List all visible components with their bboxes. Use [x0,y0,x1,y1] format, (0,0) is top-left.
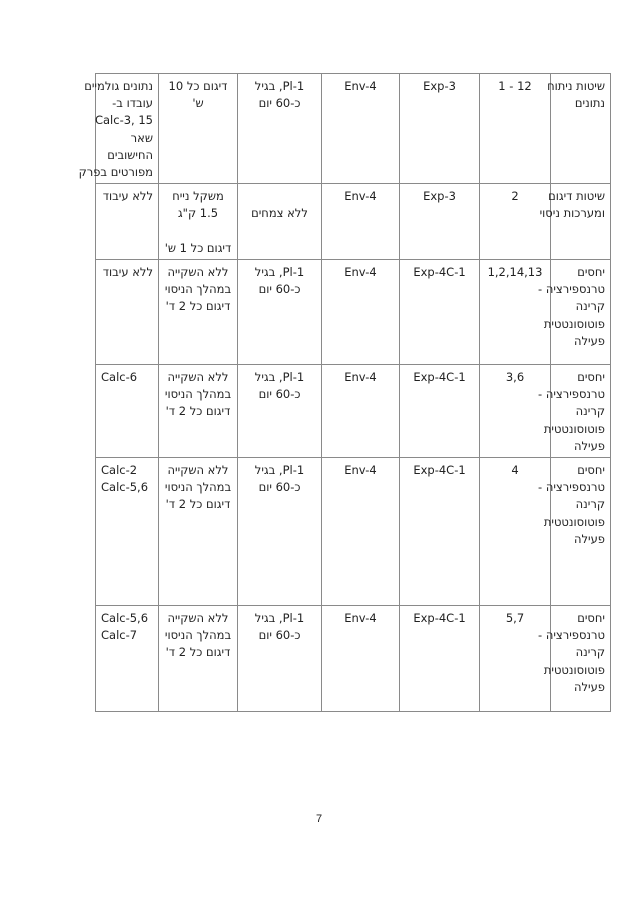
cell-line: Calc-2 [101,463,138,478]
chapter-cell [480,606,551,712]
cell-line: פעילה [573,531,605,546]
method-cell [538,458,611,606]
cell-line: קרינה [575,645,605,660]
cell-line: 3,6 [505,370,525,385]
cell-line: Exp-3 [423,79,456,93]
cell-line: Env-4 [344,265,377,280]
cell-line: כ-60 יום [258,628,301,643]
processing-cell [96,184,159,260]
environment-cell [322,365,400,458]
table-row [96,458,611,606]
cell-line: Exp-4C-1 [413,463,466,478]
cell-line: Calc-6 [101,370,138,385]
cell-line: 2 [511,189,519,204]
cell-line: פוטוסונטטית [543,316,605,331]
cell-line: ללא השקייה [167,463,229,478]
experiment-cell [400,606,480,712]
plant-cell [238,260,322,365]
cell-line: פוטוסונטטית [543,514,605,529]
cell-line: יחסים [577,611,605,626]
cell-line: Pl-1, בגיל [254,370,305,385]
sampling-cell [159,458,238,606]
processing-cell [96,365,159,458]
cell-line: יחסים [577,370,605,385]
method-cell [547,74,611,184]
sampling-cell [159,260,238,365]
table-row [96,74,611,184]
page-number: 7 [315,813,323,825]
cell-line: Calc-5,6 [101,611,149,626]
cell-line: טרנספירציה - [538,387,605,402]
chapter-cell [480,260,551,365]
chapter-cell [480,74,551,184]
cell-line: כ-60 יום [258,480,301,495]
cell-line: 4 [511,463,519,478]
environment-cell [322,458,400,606]
cell-line: 12 - 1 [498,79,532,93]
cell-line [164,223,232,240]
experiment-cell [400,458,480,606]
cell-line: Env-4 [344,370,377,385]
cell-line: Pl-1, בגיל [254,463,305,478]
cell-line: Calc-7 [101,628,138,643]
sampling-cell [159,365,238,458]
cell-line: יחסים [577,265,605,280]
method-cell [538,260,611,365]
cell-line: מפורטים בפרק [78,165,153,180]
cell-line: קרינה [575,404,605,419]
cell-line: Exp-4C-1 [413,265,466,280]
cell-line: Pl-1, בגיל [254,611,305,626]
cell-line: דיגום כל 2 ד' [165,645,231,660]
cell-line: במהלך הניסוי [164,480,232,495]
experiment-cell [400,260,480,365]
cell-line: יחסים [577,463,605,478]
cell-line: ללא עיבוד [102,265,153,280]
cell-line: שאר [130,130,153,145]
table-row [96,606,611,712]
table-row [96,365,611,458]
cell-line: טרנספירציה - [538,480,605,495]
processing-cell [96,458,159,606]
cell-line: ומערכות ניסוי [539,206,605,221]
method-cell [539,184,611,260]
cell-line: פוטוסונטטית [543,421,605,436]
cell-line: טרנספירציה - [538,282,605,297]
cell-line: במהלך הניסוי [164,282,232,297]
cell-line: במהלך הניסוי [164,387,232,402]
cell-line: כ-60 יום [258,282,301,297]
cell-line: שיטות ניתוח [547,79,605,93]
plant-cell [238,458,322,606]
experiment-cell [400,365,480,458]
cell-line: Exp-4C-1 [413,370,466,385]
environment-cell [322,606,400,712]
environment-cell [322,260,400,365]
cell-line: החישובים [107,147,153,162]
cell-line: עובדו ב- [112,96,153,111]
cell-line: טרנספירציה - [538,628,605,643]
cell-line: במהלך הניסוי [164,628,232,643]
cell-line: 5,7 [505,611,525,626]
plant-cell [238,74,322,184]
cell-line: Exp-4C-1 [413,611,466,626]
cell-line: ללא השקייה [167,265,229,280]
environment-cell [322,74,400,184]
cell-line: 1,2,14,13 [487,265,543,280]
cell-line: פוטוסונטטית [543,662,605,677]
cell-line: Pl-1, בגיל [254,79,305,93]
cell-line: דיגום כל 1 ש' [164,240,232,255]
cell-line: ללא צמחים [251,206,308,221]
sampling-cell [159,74,238,184]
cell-line: דיגום כל 2 ד' [165,497,231,512]
cell-line: פעילה [573,679,605,694]
cell-line: Pl-1, בגיל [254,265,305,280]
chapter-cell [480,365,551,458]
cell-line: Calc-5,6 [101,480,149,495]
experiment-cell [400,184,480,260]
cell-line: Env-4 [344,189,377,204]
plant-cell [238,184,322,260]
cell-line: ש' [192,96,204,111]
cell-line: Env-4 [344,463,377,478]
method-cell [538,365,611,458]
processing-cell [96,260,159,365]
methods-table [78,73,611,712]
cell-line: פעילה [573,333,605,348]
cell-line: משקל נייח [172,189,224,204]
cell-line: כ-60 יום [258,387,301,402]
cell-line: דיגום כל 10 [168,79,228,93]
cell-line: Env-4 [344,79,377,93]
processing-cell [96,606,159,712]
processing-cell [78,74,159,184]
plant-cell [238,606,322,712]
cell-line: ללא השקייה [167,370,229,385]
experiment-cell [400,74,480,184]
cell-line: פעילה [573,438,605,453]
sampling-cell [159,184,238,260]
cell-line: נתונים גולמיים [84,79,153,93]
cell-line: Calc-3, 15 [94,113,153,128]
table-row [96,184,611,260]
cell-line: דיגום כל 2 ד' [165,404,231,419]
cell-line: קרינה [575,497,605,512]
cell-line: כ-60 יום [258,96,301,111]
cell-line: דיגום כל 2 ד' [165,299,231,314]
cell-line: קרינה [575,299,605,314]
cell-line [243,188,316,205]
method-cell [538,606,611,712]
cell-line: ללא עיבוד [102,189,153,204]
cell-line: נתונים [574,96,605,111]
cell-line: Exp-3 [423,189,456,204]
plant-cell [238,365,322,458]
sampling-cell [159,606,238,712]
cell-line: Env-4 [344,611,377,626]
table-row [96,260,611,365]
cell-line: שיטות דיגום [548,189,605,204]
cell-line: ללא השקייה [167,611,229,626]
cell-line: 1.5 ק"ג [177,206,219,221]
environment-cell [322,184,400,260]
